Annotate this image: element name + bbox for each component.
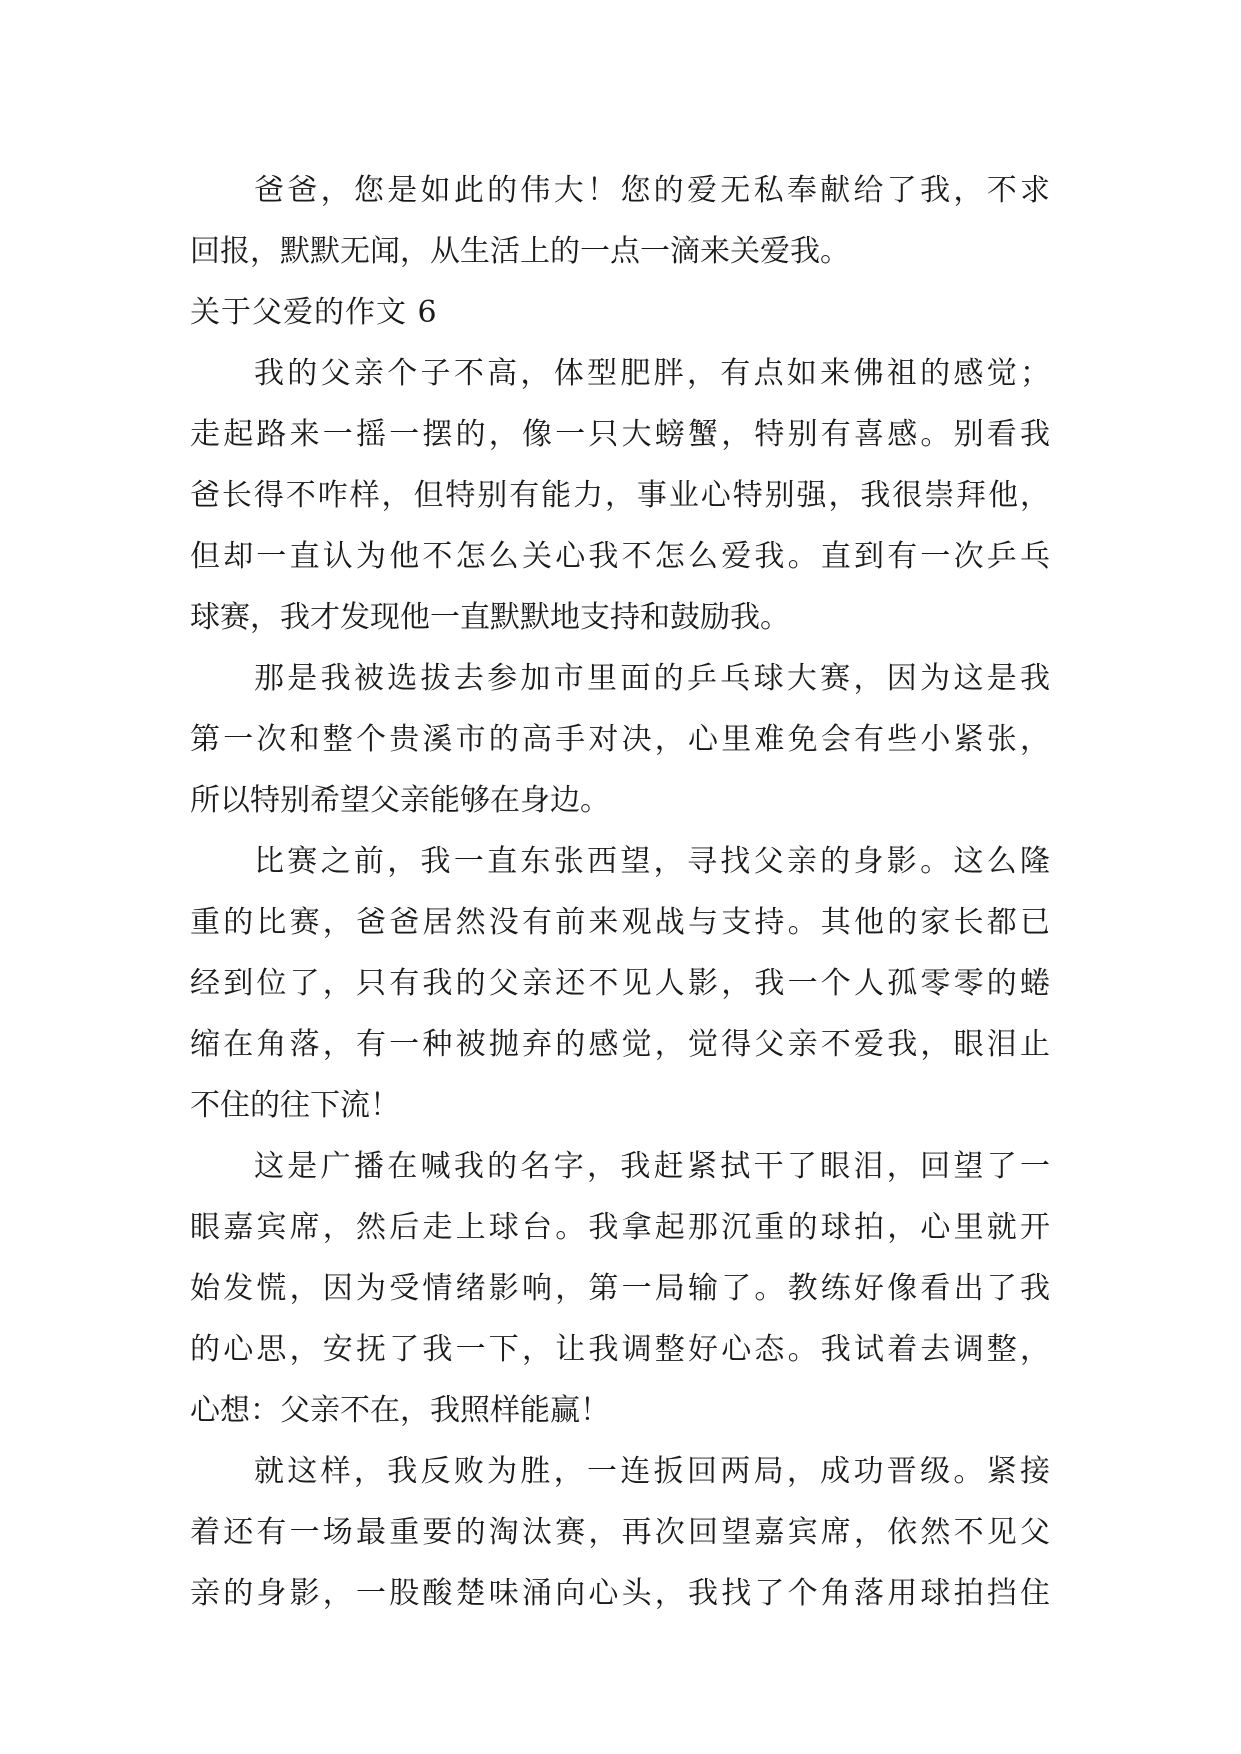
text-line: 这是广播在喊我的名字，我赶紧拭干了眼泪，回望了一 — [254, 1149, 1050, 1184]
text-line: 球赛，我才发现他一直默默地支持和鼓励我。 — [190, 600, 790, 635]
text-line: 走起路来一摇一摆的，像一只大螃蟹，特别有喜感。别看我 — [190, 417, 1050, 452]
text-line: 就这样，我反败为胜，一连扳回两局，成功晋级。紧接 — [254, 1454, 1050, 1489]
text-line: 所以特别希望父亲能够在身边。 — [190, 783, 610, 818]
text-line: 回报，默默无闻，从生活上的一点一滴来关爱我。 — [190, 234, 850, 269]
text-line: 我的父亲个子不高，体型肥胖，有点如来佛祖的感觉； — [254, 356, 1050, 391]
text-line: 那是我被选拔去参加市里面的乒乓球大赛，因为这是我 — [254, 661, 1050, 696]
text-line: 不住的往下流！ — [190, 1088, 400, 1123]
text-line: 始发慌，因为受情绪影响，第一局输了。教练好像看出了我 — [190, 1271, 1050, 1306]
text-line: 眼嘉宾席，然后走上球台。我拿起那沉重的球拍，心里就开 — [190, 1210, 1050, 1245]
text-line: 心想：父亲不在，我照样能赢！ — [190, 1393, 610, 1428]
text-line: 着还有一场最重要的淘汰赛，再次回望嘉宾席，依然不见父 — [190, 1515, 1050, 1550]
text-line: 重的比赛，爸爸居然没有前来观战与支持。其他的家长都已 — [190, 905, 1050, 940]
text-line: 亲的身影，一股酸楚味涌向心头，我找了个角落用球拍挡住 — [190, 1576, 1050, 1611]
text-line: 但却一直认为他不怎么关心我不怎么爱我。直到有一次乒乓 — [190, 539, 1050, 574]
text-line: 爸爸，您是如此的伟大！您的爱无私奉献给了我，不求 — [254, 173, 1050, 208]
text-line: 比赛之前，我一直东张西望，寻找父亲的身影。这么隆 — [254, 844, 1050, 879]
section-heading: 关于父爱的作文 6 — [190, 295, 438, 330]
text-line: 爸长得不咋样，但特别有能力，事业心特别强，我很崇拜他， — [190, 478, 1050, 513]
text-line: 第一次和整个贵溪市的高手对决，心里难免会有些小紧张， — [190, 722, 1050, 757]
text-line: 缩在角落，有一种被抛弃的感觉，觉得父亲不爱我，眼泪止 — [190, 1027, 1050, 1062]
document-body — [190, 160, 1050, 1624]
text-line: 经到位了，只有我的父亲还不见人影，我一个人孤零零的蜷 — [190, 966, 1050, 1001]
text-line: 的心思，安抚了我一下，让我调整好心态。我试着去调整， — [190, 1332, 1050, 1367]
